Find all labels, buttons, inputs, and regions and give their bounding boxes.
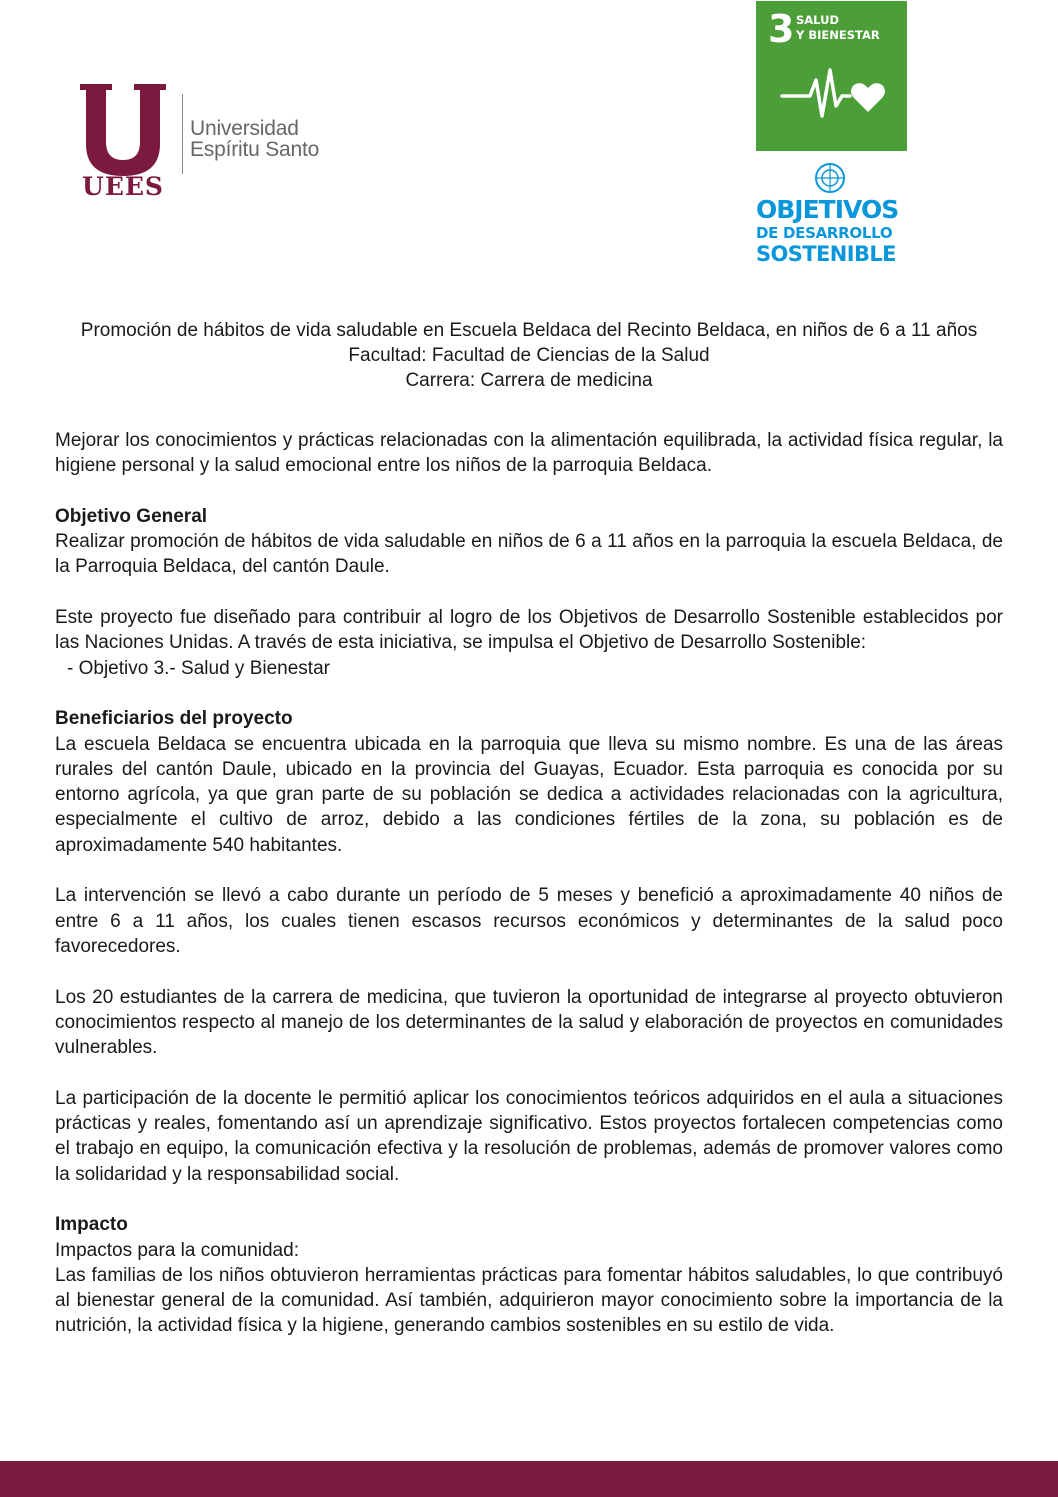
teacher-paragraph: La participación de la docente le permitió aplicar los conocimientos teóricos adquiridos en el aula a situaciones prácticas y reales, fomentando así un aprendizaje significativo. Estos proyectos fortalecen competencias como el trabajo en equipo, la comunicación efectiva y la resolución de problemas, además de promover valores como la solidaridad y la responsabilidad social. <box>55 1087 1003 1185</box>
sdg-logo-line3: SOSTENIBLE <box>756 242 896 266</box>
objective-section <box>55 504 1003 580</box>
intro-paragraph: Mejorar los conocimientos y prácticas relacionadas con la alimentación equilibrada, la actividad física regular, la higiene personal y la salud emocional entre los niños de la parroquia Beldaca. <box>55 430 1003 477</box>
impact-text: Las familias de los niños obtuvieron herramientas prácticas para fomentar hábitos saludables, lo que contribuyó al bienestar general de la comunidad. Así también, adquirieron mayor conocimiento sobre la importancia de la nutrición, la actividad física y la higiene, generando cambios sostenibles en su estilo de vida. <box>55 1264 1003 1337</box>
beneficiaries-heading: Beneficiarios del proyecto <box>55 708 293 730</box>
document-title <box>40 318 1018 393</box>
objective-text: Realizar promoción de hábitos de vida saludable en niños de 6 a 11 años en la parroquia la escuela Beldaca, de la Parroquia Beldaca, del cantón Daule. <box>55 531 1003 578</box>
uees-wordmark: UEES <box>82 172 164 197</box>
un-emblem-icon <box>812 160 848 196</box>
sdg-logo-line2: DE DESARROLLO <box>756 224 893 242</box>
logo-divider <box>182 94 183 174</box>
career-line: Carrera: Carrera de medicina <box>405 370 653 391</box>
sdg3-tile <box>756 1 907 151</box>
sdg3-number: 3 <box>768 7 795 51</box>
faculty-line: Facultad: Facultad de Ciencias de la Salud <box>348 345 710 366</box>
impact-subheading: Impactos para la comunidad: <box>55 1239 299 1261</box>
sdg-logo-line1: OBJETIVOS <box>756 195 899 224</box>
impact-heading: Impacto <box>55 1214 128 1236</box>
beneficiaries-section <box>55 706 1003 858</box>
sdg3-label <box>796 13 880 43</box>
intervention-paragraph: La intervención se llevó a cabo durante un período de 5 meses y benefició a aproximadamente 40 niños de entre 6 a 11 años, los cuales tienen escasos recursos económicos y determinantes de la salud poco favorecedores. <box>55 885 1003 957</box>
beneficiaries-text: La escuela Beldaca se encuentra ubicada en la parroquia que lleva su mismo nombre. Es una de las áreas rurales del cantón Daule, ubicado en la provincia del Guayas, Ecuador. Esta parroquia es conocida por su entorno agrícola, ya que gran parte de su población se dedica a actividades relacionadas con la agricultura, especialmente el cultivo de arroz, debido a las condiciones fértiles de la zona, su población es de aproximadamente 540 habitantes. <box>55 733 1003 856</box>
students-paragraph: Los 20 estudiantes de la carrera de medicina, que tuvieron la oportunidad de integrarse al proyecto obtuvieron conocimientos respecto al manejo de los determinantes de la salud y elaboración de proyectos en comunidades vulnerables. <box>55 986 1003 1059</box>
sdg3-label-line2: Y BIENESTAR <box>796 28 880 42</box>
university-name-line2: Espíritu Santo <box>190 138 320 161</box>
sdg3-label-line1: SALUD <box>796 13 839 27</box>
sdg-text: Este proyecto fue diseñado para contribuir al logro de los Objetivos de Desarrollo Sostenible establecidos por las Naciones Unidas. A través de esta iniciativa, se impulsa el Objetivo de Desarrollo Sostenible: <box>55 607 1003 654</box>
uees-logo <box>72 82 332 197</box>
objective-heading: Objetivo General <box>55 505 208 527</box>
impact-section <box>55 1212 1003 1338</box>
sdg-section <box>55 605 1003 681</box>
footer-bar <box>0 1461 1058 1497</box>
sdg-item: - Objetivo 3.- Salud y Bienestar <box>67 657 330 679</box>
document-body <box>55 428 1003 1339</box>
project-title: Promoción de hábitos de vida saludable en Escuela Beldaca del Recinto Beldaca, en niños de 6 a 11 años <box>80 320 978 341</box>
university-name <box>190 118 319 160</box>
sdg-logo-text <box>756 196 908 266</box>
uees-emblem-icon <box>72 82 174 197</box>
heartbeat-icon <box>778 56 888 131</box>
university-name-line1: Universidad <box>190 117 299 140</box>
